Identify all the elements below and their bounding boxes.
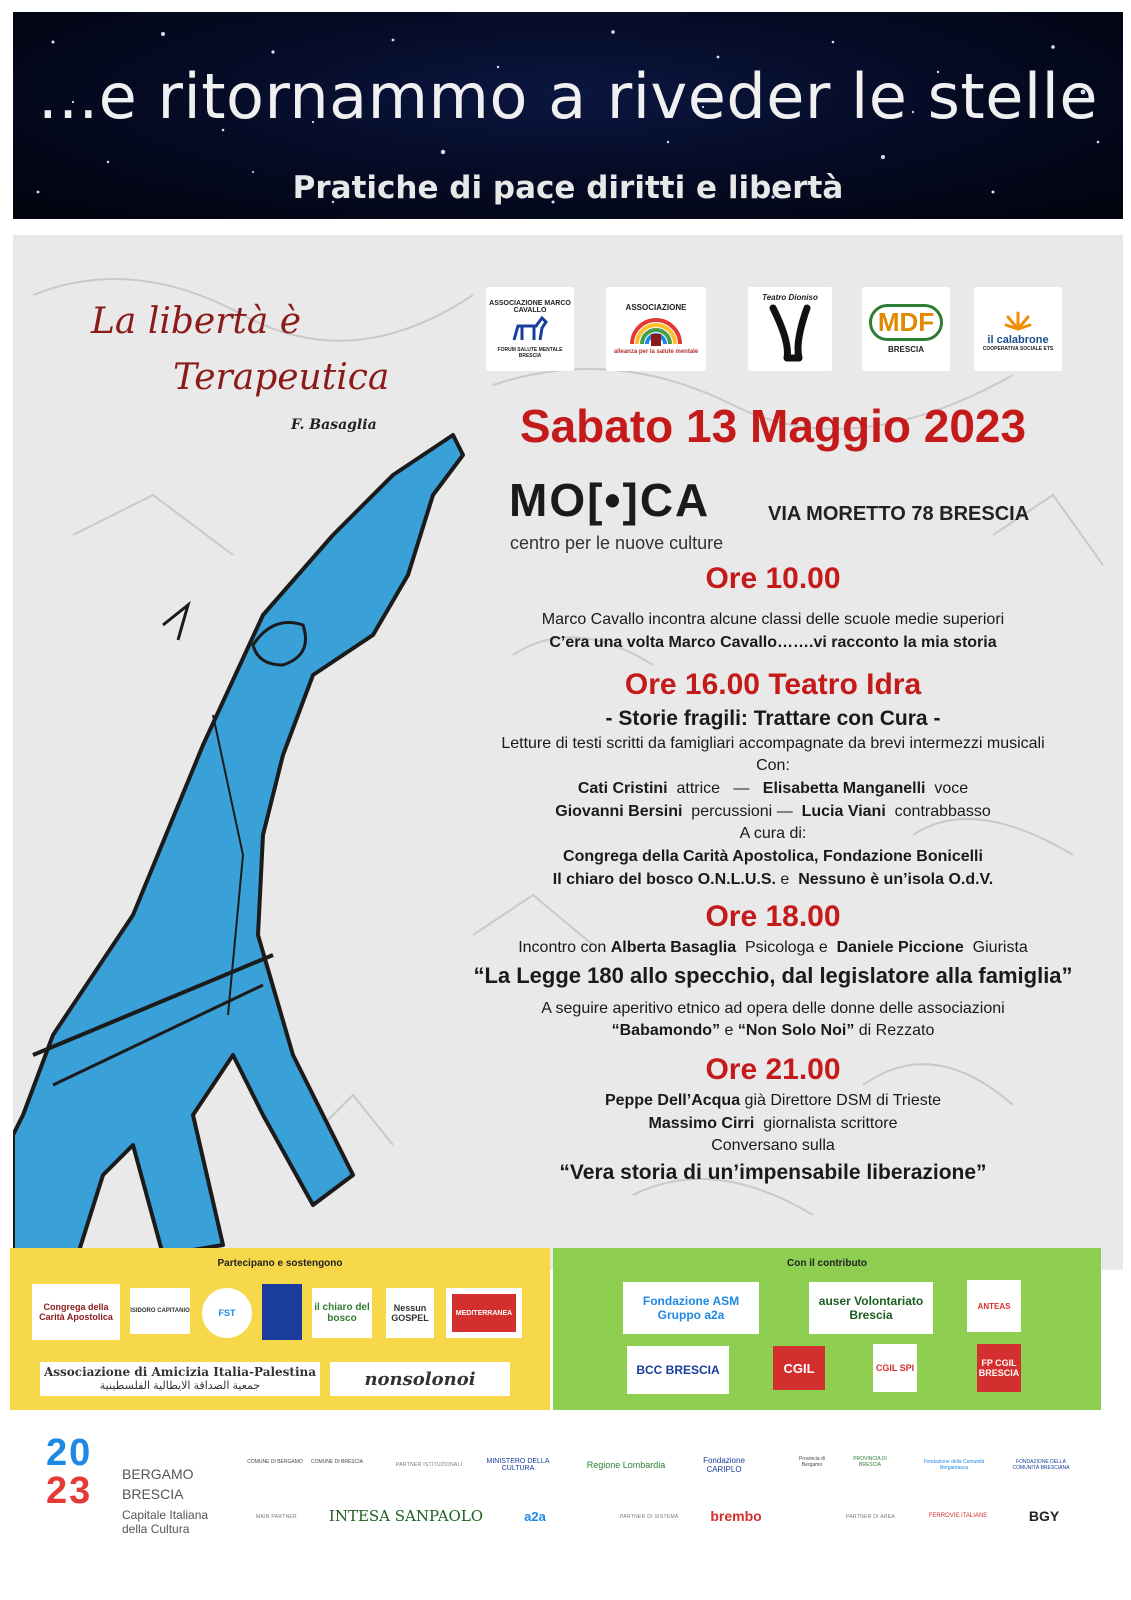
session-4-conv: Conversano sulla	[711, 1137, 835, 1154]
session-1-desc: Marco Cavallo incontra alcune classi delle scuole medie superiori	[541, 611, 1005, 628]
capitale-line-1: Capitale Italiana	[122, 1508, 209, 1522]
session-2-org-2: Il chiaro del bosco O.N.L.U.S. e Nessuno è un’isola O.d.V.	[552, 871, 994, 888]
event-date: Sabato 13 Maggio 2023	[519, 400, 1027, 452]
logo-ministero-cultura: MINISTERO DELLA CULTURA	[486, 1458, 550, 1472]
supporters-band	[10, 1248, 550, 1410]
sun-icon	[1004, 307, 1032, 331]
contributors-title: Con il contributo	[787, 1258, 867, 1269]
horse-icon	[510, 314, 550, 344]
logo-marco-cavallo: ASSOCIAZIONE MARCO CAVALLO FORUM SALUTE MENTALE BRESCIA	[486, 287, 574, 371]
supporters-title: Partecipano e sostengono	[217, 1258, 343, 1269]
session-2-con: Con:	[756, 757, 790, 774]
session-3-time: Ore 18.00	[705, 900, 841, 933]
session-4-guest-1: Peppe Dell’Acqua già Direttore DSM di Trieste	[604, 1092, 942, 1109]
session-1-time: Ore 10.00	[705, 562, 841, 595]
logo-ferrovie: FERROVIE ITALIANE	[928, 1513, 988, 1519]
logo-a2a: a2a	[524, 1508, 546, 1524]
logo-provincia-brescia: PROVINCIA DI BRESCIA	[853, 1456, 887, 1468]
logo-amicizia-italia-palestina: Associazione di Amicizia Italia-Palestina جمعية الصداقة الايطالية الفلسطينية	[40, 1362, 320, 1396]
logo-mediterranea: MEDITERRANEA	[446, 1288, 522, 1338]
capitale-cultura-logo	[46, 1434, 116, 1510]
session-2-title: - Storie fragili: Trattare con Cura -	[605, 707, 941, 730]
city-brescia: BRESCIA	[122, 1486, 184, 1502]
dioniso-symbol-icon	[765, 302, 815, 362]
quote-author: F. Basaglia	[291, 417, 377, 433]
session-2-cast-2: Giovanni Bersini percussioni — Lucia Viani contrabbasso	[555, 803, 991, 820]
logo-nonsolonoi: nonsolonoi	[330, 1362, 510, 1396]
logo-comune-brescia: COMUNE DI BRESCIA	[311, 1459, 363, 1465]
label-main-partner: MAIN PARTNER	[256, 1514, 297, 1520]
venue-address: VIA MORETTO 78 BRESCIA	[768, 503, 1030, 525]
logo-anteas: ANTEAS	[967, 1280, 1021, 1332]
quote-line-1: La libertà è	[91, 301, 302, 342]
year-bottom: 23	[46, 1470, 93, 1512]
logo-fondazione-cariplo: Fondazione CARIPLO	[703, 1456, 745, 1474]
session-2-desc: Letture di testi scritti da famigliari accompagnate da brevi intermezzi musicali	[501, 735, 1045, 752]
logo-il-calabrone: il calabrone COOPERATIVA SOCIALE ETS	[974, 287, 1062, 371]
city-bergamo: BERGAMO	[122, 1466, 194, 1482]
rainbow-icon	[626, 312, 686, 346]
session-3-title: “La Legge 180 allo specchio, dal legislatore alla famiglia”	[473, 963, 1073, 988]
logo-cgil: CGIL	[773, 1346, 825, 1390]
logo-auser: auser Volontariato Brescia	[809, 1282, 933, 1334]
logo-comune-bergamo: COMUNE DI BERGAMO	[247, 1459, 303, 1465]
logo-congrega: Congrega della Carità Apostolica	[32, 1284, 120, 1340]
footer-partners	[0, 1420, 1131, 1600]
session-4-time: Ore 21.00	[705, 1053, 841, 1086]
year-top: 20	[46, 1432, 93, 1474]
logo-blue-association	[262, 1284, 302, 1340]
session-3-guests: Incontro con Alberta Basaglia Psicologa e Daniele Piccione Giurista	[518, 939, 1028, 956]
main-subtitle: Pratiche di pace diritti e libertà	[292, 170, 844, 206]
session-2-org-1: Congrega della Carità Apostolica, Fondazione Bonicelli	[563, 848, 983, 865]
logo-alleanza-salute-mentale: ASSOCIAZIONE alleanza per la salute mentale	[606, 287, 706, 371]
session-3-associations: “Babamondo” e “Non Solo Noi” di Rezzato	[611, 1022, 935, 1039]
logo-teatro-dioniso: Teatro Dioniso	[748, 287, 832, 371]
session-1-title: C’era una volta Marco Cavallo…….vi racconto la mia storia	[549, 634, 997, 651]
session-4-guest-2: Massimo Cirri giornalista scrittore	[648, 1115, 898, 1132]
logo-bgy: BGY	[1028, 1508, 1060, 1524]
logo-fp-cgil: FP CGIL BRESCIA	[977, 1344, 1021, 1392]
logo-fondazione-asm: Fondazione ASM Gruppo a2a	[623, 1282, 759, 1334]
logo-mdf-brescia: MDF BRESCIA	[862, 287, 950, 371]
session-2-time: Ore 16.00 Teatro Idra	[624, 668, 922, 701]
logo-brembo: brembo	[710, 1508, 762, 1524]
session-4-title: “Vera storia di un’impensabile liberazione”	[559, 1161, 987, 1184]
logo-regione-lombardia: Regione Lombardia	[586, 1460, 666, 1470]
contributors-band	[553, 1248, 1101, 1410]
session-2-cast-1: Cati Cristini attrice — Elisabetta Manganelli voce	[577, 780, 969, 797]
logo-cgil-spi: CGIL SPI	[873, 1344, 917, 1392]
venue-logo: MO[•]CA	[509, 474, 711, 526]
label-partner-area: PARTNER DI AREA	[846, 1514, 896, 1520]
logo-fst: FST	[202, 1288, 252, 1338]
header-banner	[13, 12, 1123, 219]
session-3-aperitivo: A seguire aperitivo etnico ad opera delle donne delle associazioni	[541, 1000, 1005, 1017]
logo-fondazione-comunita-bresciana: FONDAZIONE DELLA COMUNITÀ BRESCIANA	[1012, 1459, 1070, 1471]
logo-nessun-gospel: Nessun GOSPEL	[386, 1288, 434, 1338]
venue-subtitle: centro per le nuove culture	[510, 533, 724, 553]
logo-bcc-brescia: BCC BRESCIA	[627, 1346, 729, 1394]
logo-isidoro-capitanio: ISIDORO CAPITANIO	[130, 1288, 190, 1334]
capitale-line-2: della Cultura	[122, 1522, 190, 1536]
poster-body	[13, 235, 1123, 1270]
label-partner-sistema: PARTNER DI SISTEMA	[620, 1514, 679, 1520]
organizer-logos	[486, 287, 1086, 371]
logo-fondazione-comunita-bergamasca: Fondazione della Comunità Bergamasca	[923, 1459, 985, 1471]
quote-line-2: Terapeutica	[173, 357, 390, 398]
logo-chiaro-del-bosco: il chiaro del bosco	[312, 1288, 372, 1338]
logo-intesa-sanpaolo: INTESA SANPAOLO	[328, 1507, 484, 1525]
logo-provincia-bergamo: Provincia di Bergamo	[799, 1456, 825, 1468]
main-title: ...e ritornammo a riveder le stelle	[38, 60, 1098, 133]
session-2-acura: A cura di:	[739, 825, 807, 842]
label-partner-istituzionali: PARTNER ISTITUZIONALI	[396, 1462, 463, 1468]
